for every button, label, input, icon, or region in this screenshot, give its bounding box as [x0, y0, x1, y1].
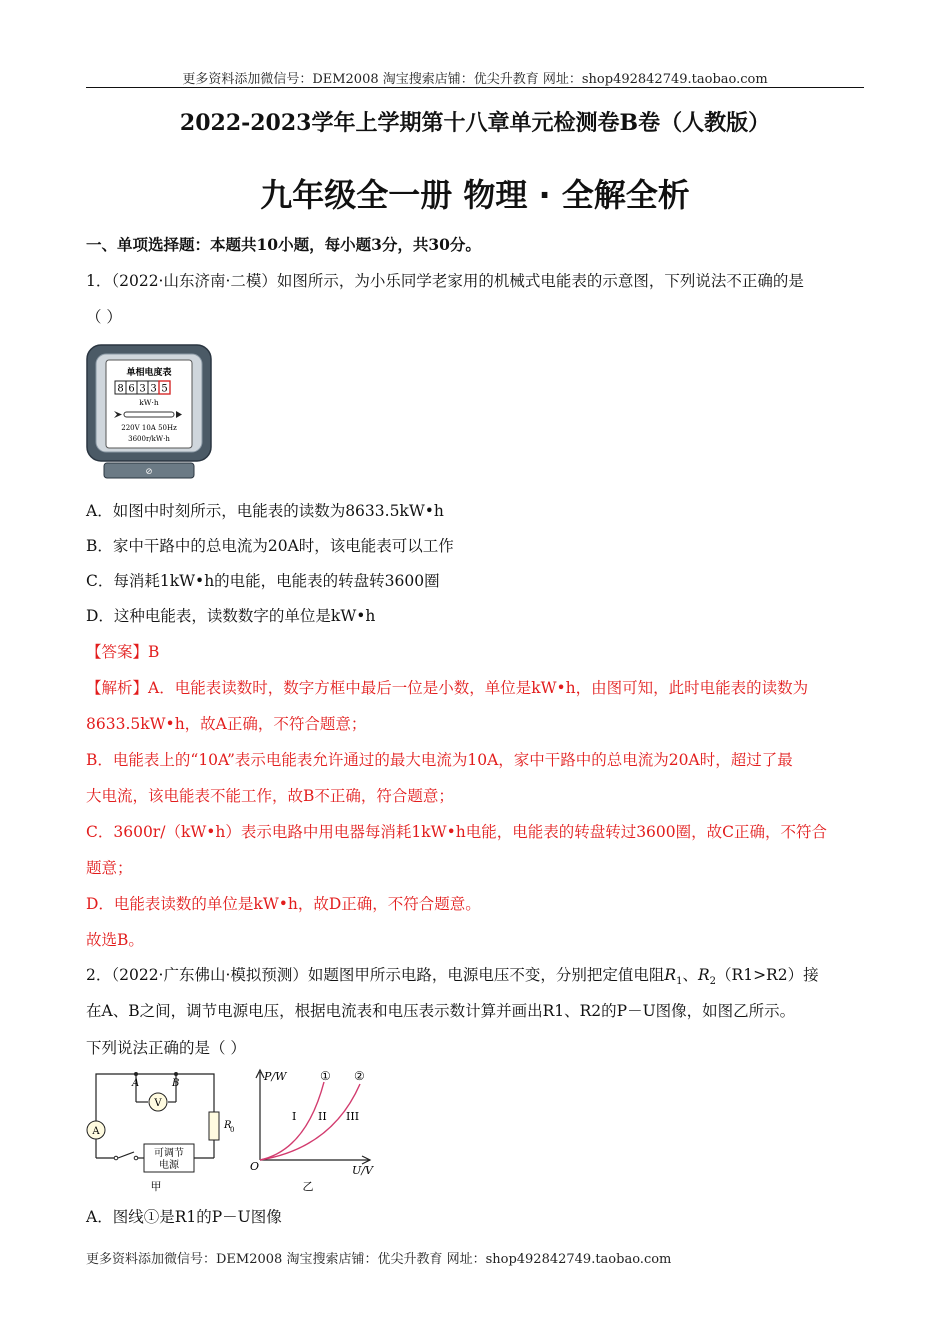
svg-text:P/W: P/W — [264, 1070, 287, 1083]
p-u-graph — [246, 1064, 386, 1198]
svg-text:II: II — [318, 1110, 327, 1123]
q1-explanation-5: C．3600r/（kW•h）表示电路中用电器每消耗1kW•h电能，电能表的转盘转过3600圈，故C正确，不符合 — [86, 823, 828, 841]
q1-explanation-4: 大电流，该电能表不能工作，故B不正确，符合题意； — [86, 787, 454, 805]
svg-text:R: R — [224, 1120, 232, 1131]
meter-digit: 8 — [117, 383, 124, 395]
header-divider — [86, 87, 864, 88]
meter-spec-revs: 3600r/kW·h — [128, 435, 170, 443]
exam-title: 2022-2023学年上学期第十八章单元检测卷B卷（人教版） — [179, 110, 771, 136]
q1-explanation-2: 8633.5kW•h，故A正确，不符合题意； — [86, 715, 367, 733]
svg-text:②: ② — [354, 1069, 365, 1083]
q2-option-a: A．图线①是R1的P－U图像 — [86, 1208, 282, 1226]
svg-text:III: III — [346, 1110, 360, 1123]
meter-knob-icon: ⊘ — [145, 467, 153, 477]
q1-explanation-7: D．电能表读数的单位是kW•h，故D正确，不符合题意。 — [86, 895, 481, 913]
q1-option-c: C．每消耗1kW•h的电能，电能表的转盘转3600圈 — [86, 572, 440, 590]
q1-option-d: D．这种电能表，读数数字的单位是kW•h — [86, 607, 376, 625]
q2-stem-line1: 2．（2022·广东佛山·模拟预测）如题图甲所示电路，电源电压不变，分别把定值电阻$R_1$、$R_2(R1>R2)$接 — [86, 966, 819, 988]
svg-text:V: V — [154, 1098, 162, 1109]
page-footer: 更多资料添加微信号：DEM2008 淘宝搜索店铺：优尖升教育 网址：shop492842749.taobao.com — [86, 1252, 672, 1267]
meter-digit: 3 — [139, 383, 146, 395]
meter-digit: 6 — [128, 383, 135, 395]
section-heading: 一、单项选择题：本题共10小题，每小题3分，共30分。 — [86, 235, 481, 254]
q1-explanation-3: B．电能表上的“10A”表示电能表允许通过的最大电流为10A，家中干路中的总电流为20A时，超过了最 — [86, 751, 793, 769]
svg-text:甲: 甲 — [150, 1180, 162, 1193]
q1-stem-bracket: （ ） — [86, 308, 122, 326]
q2-stem-line3: 下列说法正确的是（ ） — [86, 1039, 246, 1057]
q1-answer: 【答案】B — [86, 643, 160, 661]
meter-digits — [115, 381, 170, 395]
electric-meter-figure — [86, 344, 212, 480]
svg-text:A: A — [92, 1126, 100, 1137]
page-header: 更多资料添加微信号：DEM2008 淘宝搜索店铺：优尖升教育 网址：shop492842749.taobao.com — [182, 72, 768, 87]
svg-text:A: A — [132, 1078, 140, 1089]
circuit-diagram — [86, 1064, 236, 1198]
svg-text:U/V: U/V — [352, 1164, 373, 1177]
meter-digit: 5 — [161, 383, 168, 395]
svg-text:可调节: 可调节 — [154, 1148, 184, 1159]
svg-text:O: O — [250, 1160, 260, 1173]
svg-text:①: ① — [320, 1069, 331, 1083]
svg-text:0: 0 — [230, 1126, 235, 1134]
exam-subtitle: 九年级全一册 物理 · 全解全析 — [260, 176, 690, 214]
q1-explanation-1: 【解析】A．电能表读数时，数字方框中最后一位是小数，单位是kW•h，由图可知，此时电能表的读数为 — [86, 679, 809, 697]
resistor-r0 — [209, 1112, 219, 1140]
svg-text:电源: 电源 — [159, 1160, 179, 1171]
svg-text:I: I — [292, 1110, 297, 1123]
q1-option-b: B．家中干路中的总电流为20A时，该电能表可以工作 — [86, 537, 454, 555]
meter-spec-voltage: 220V 10A 50Hz — [121, 424, 177, 432]
meter-title: 单相电度表 — [126, 368, 172, 378]
meter-unit: kW·h — [139, 398, 159, 407]
svg-text:乙: 乙 — [302, 1180, 314, 1193]
explanation-tag: 【解析】 — [86, 679, 149, 697]
meter-digit: 3 — [150, 383, 157, 395]
q1-explanation-6: 题意； — [86, 859, 133, 877]
q1-conclusion: 故选B。 — [86, 931, 144, 949]
svg-text:B: B — [172, 1078, 180, 1089]
q2-stem-line2: 在A、B之间，调节电源电压，根据电流表和电压表示数计算并画出R1、R2的P－U图像，如图乙所示。 — [86, 1002, 796, 1020]
curve-2 — [260, 1084, 360, 1160]
q1-option-a: A．如图中时刻所示，电能表的读数为8633.5kW•h — [86, 502, 444, 520]
q1-stem: 1．（2022·山东济南·二模）如图所示，为小乐同学老家用的机械式电能表的示意图，下列说法不正确的是 — [86, 272, 804, 290]
